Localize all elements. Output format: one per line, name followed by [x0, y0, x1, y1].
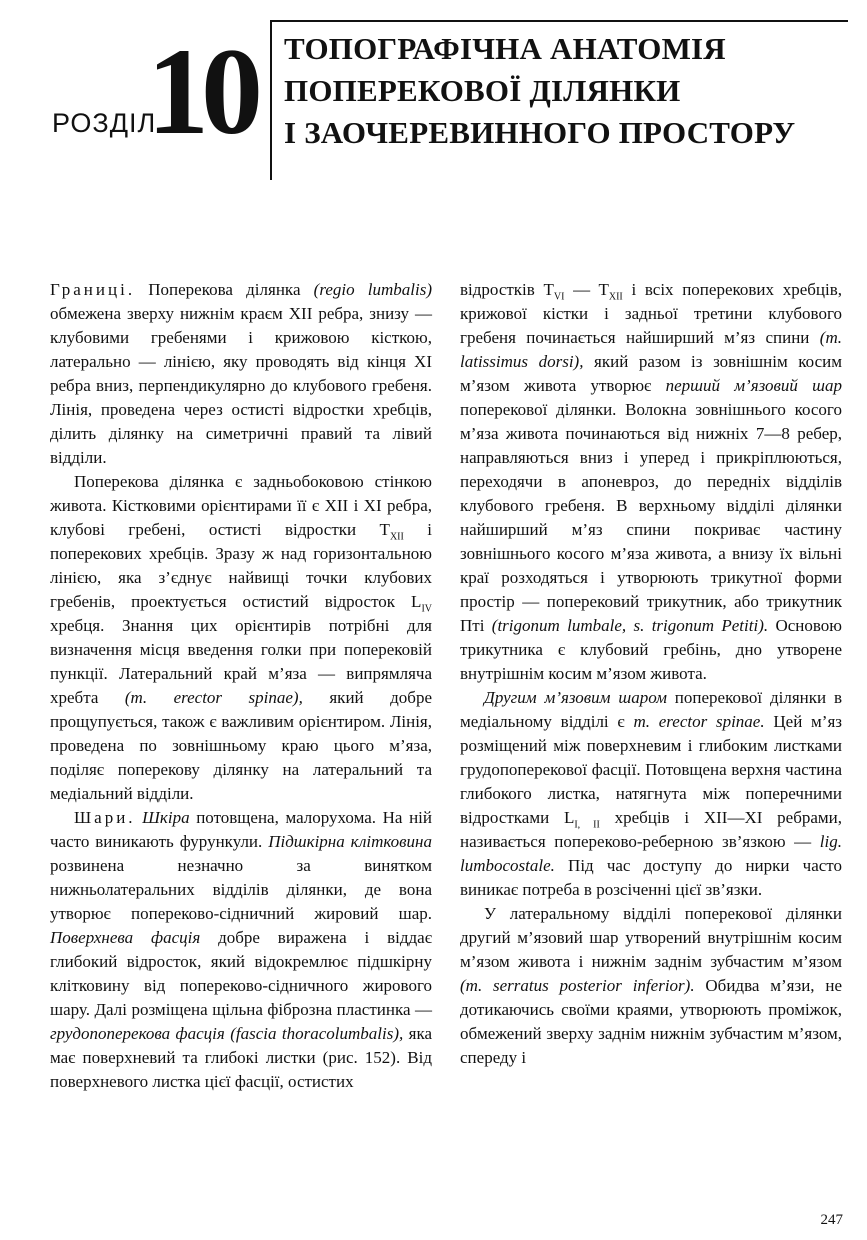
latin-term: m. erector spinae.	[633, 712, 765, 731]
text-span: розвинена незначно за винятком нижньолатеральних відділів ділянки, де вона утворює попереково-сідничний жировий шар.	[50, 856, 432, 923]
paragraph-landmarks	[50, 470, 432, 806]
header-horizontal-rule	[270, 20, 848, 22]
text-span: Поперекова ділянка є задньобоковою стінкою живота. Кістковими орієнтирами її є XII і XI ребра, клубові гребені, остисті відростки T	[50, 472, 432, 539]
term-second-layer: Другим м’язовим шаром	[484, 688, 667, 707]
term-skin: Шкіра	[135, 808, 190, 827]
text-span: відростків T	[460, 280, 554, 299]
latin-term: (m. latissimus dorsi),	[460, 328, 842, 371]
section-label-layers: Шари.	[74, 808, 136, 827]
paragraph-layers	[50, 806, 432, 1094]
text-span: хребця. Знання цих орієнтирів потрібні для визначення місця введення голки при поперековій пункції. Латеральний край м’яза — випрямляча хребта	[50, 616, 432, 707]
paragraph-second-muscle-layer	[460, 686, 842, 902]
text-span: хребців і XII—XI ребрами, називається попереково-реберною зв’язкою —	[460, 808, 842, 851]
text-span: У латеральному відділі поперекової ділянки другий м’язовий шар утворений внутрішнім косим м’язом живота і нижнім заднім зубчастим м’язом	[460, 904, 842, 971]
subscript: IV	[421, 603, 432, 615]
text-span: який добре прощупується, також є важливим орієнтиром. Лінія, проведена по зовнішньому краю цього м’яза, поділяє поперекову ділянку на латеральний та медіальний відділи.	[50, 688, 432, 803]
section-label-boundaries: Границі.	[50, 280, 136, 299]
text-span: поперекової ділянки. Волокна зовнішнього косого м’яза живота починаються від нижніх 7—8 ребер, направляються вниз і уперед і прикріплюються, переходячи в апоневроз, до передніх відділів клубового гребеня. В верхньому відділі ділянки найширший м’яз спини покриває частину зовнішнього косого м’яза живота, а внизу їх вільні краї розходяться і утворюють трикутної форми простір — поперековий трикутник, або трикутник Пті	[460, 400, 842, 635]
text-span: який разом із зовнішнім косим м’язом живота утворює	[460, 352, 842, 395]
text-span: обмежена зверху нижнім краєм XII ребра, знизу — клубовими гребенями і крижовою кісткою, латерально — лінією, яку проводять від кінця XI ребра вниз, перпендикулярно до клубового гребеня. Лінія, проведена через остисті відростки хребців, ділить ділянку на симетричні правий та лівий відділи.	[50, 304, 432, 467]
chapter-title	[284, 28, 854, 154]
text-span: і всіх поперекових хребців, крижової кістки і задньої третини клубового гребеня починається найширший м’яз спини	[460, 280, 842, 347]
text-span: поперекової ділянки в медіальному відділі є	[460, 688, 842, 731]
chapter-title-line: ТОПОГРАФІЧНА АНАТОМІЯ	[284, 31, 726, 66]
right-column	[460, 278, 842, 1070]
text-span: потовщена, малорухома. На ній часто виникають фурункули.	[50, 808, 433, 851]
chapter-title-line: І ЗАОЧЕРЕВИННОГО ПРОСТОРУ	[284, 115, 796, 150]
page-number: 247	[820, 1212, 843, 1228]
term-first-layer: перший м’язовий шар	[665, 376, 842, 395]
paragraph-boundaries	[50, 278, 432, 470]
paragraph-first-muscle-layer	[460, 278, 842, 686]
subscript: XII	[389, 531, 404, 543]
text-span: Поперекова ділянка	[135, 280, 314, 299]
term-thoracolumbar-fascia: грудопоперекова фасція (fascia thoracolumbalis),	[50, 1024, 404, 1043]
latin-term: (trigonum lumbale, s. trigonum Petiti).	[491, 616, 769, 635]
chapter-title-line: ПОПЕРЕКОВОЇ ДІЛЯНКИ	[284, 73, 681, 108]
term-superficial-fascia: Поверхнева фасція	[50, 928, 201, 947]
text-span: добре виражена і віддає глибокий відросток, який відокремлює підшкірну клітковину від попереково-сідничного жирового шару. Далі розміщена щільна фіброзна пластинка —	[50, 928, 433, 1019]
chapter-header	[0, 0, 867, 200]
text-span: Обидва м’язи, не дотикаючись своїми краями, утворюють проміжок, обмежений зверху заднім нижнім зубчастим м’язом, спереду і	[460, 976, 842, 1067]
latin-term: (m. erector spinae),	[124, 688, 303, 707]
subscript: XII	[608, 291, 623, 303]
subscript: VI	[553, 291, 565, 303]
chapter-number: 10	[147, 23, 255, 160]
term-subcutaneous: Підшкірна клітковина	[268, 832, 432, 851]
subscript: I, II	[574, 819, 600, 831]
paragraph-lateral-section	[460, 902, 842, 1070]
text-span: Основою трикутника є клубовий гребінь, дно утворене внутрішнім косим м’язом живота.	[460, 616, 842, 683]
latin-term: lig. lumbocostale.	[460, 832, 842, 875]
latin-term: (regio lumbalis)	[313, 280, 432, 299]
text-span: Цей м’яз розміщений між поверхневим і глибоким листками грудопоперекової фасції. Потовщена верхня частина глибокого листка, натягнута між поперечними відростками L	[460, 712, 842, 827]
text-span: і поперекових хребців. Зразу ж над горизонтальною лінією, яка з’єднує найвищі точки клубових гребенів, проектується остистий відросток L	[50, 520, 432, 611]
latin-term: (m. serratus posterior inferior).	[460, 976, 695, 995]
text-span: — T	[564, 280, 609, 299]
header-vertical-rule	[270, 20, 272, 180]
left-column	[50, 278, 432, 1094]
chapter-word: РОЗДІЛ	[52, 108, 157, 138]
text-span: Під час доступу до нирки часто виникає потреба в розсіченні цієї зв’язки.	[460, 856, 842, 899]
text-span: яка має поверхневий та глибокі листки (рис. 152). Від поверхневого листка цієї фасції, остистих	[50, 1024, 432, 1091]
